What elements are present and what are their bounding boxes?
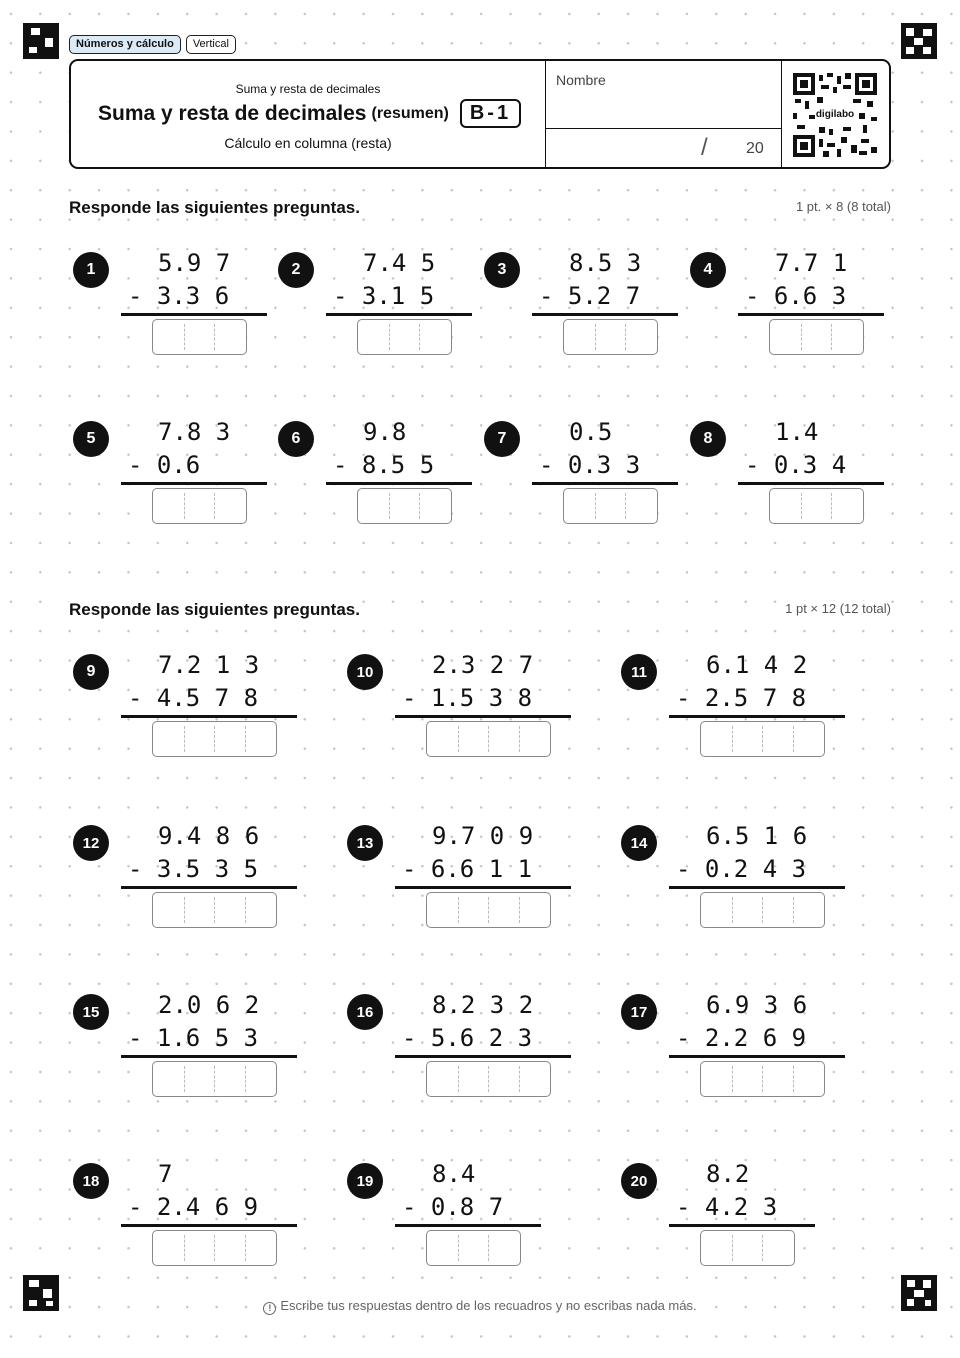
worksheet-title-suffix: (resumen): [371, 104, 449, 122]
minuend: 9.4 8 6: [158, 822, 260, 850]
problem-number-badge: 19: [347, 1163, 383, 1199]
answer-box[interactable]: [563, 319, 658, 355]
minuend: 7.7 1: [775, 249, 848, 277]
problem-number-badge: 16: [347, 994, 383, 1030]
answer-box[interactable]: [769, 488, 864, 524]
minuend: 5.9 7: [158, 249, 231, 277]
subtrahend: - 3.5 3 5: [128, 855, 259, 883]
qr-label: digilabo: [815, 109, 855, 120]
format-tag: Vertical: [186, 35, 236, 54]
worksheet-code-badge: B-1: [460, 99, 521, 128]
answer-box[interactable]: [426, 1061, 551, 1097]
problem-number-badge: 2: [278, 252, 314, 288]
problem-number-badge: 20: [621, 1163, 657, 1199]
sum-line: [738, 313, 884, 316]
minuend: 8.2 3 2: [432, 991, 534, 1019]
subtrahend: - 0.2 4 3: [676, 855, 807, 883]
name-field[interactable]: [546, 61, 782, 129]
worksheet-header: [69, 59, 891, 169]
sum-line: [669, 1055, 845, 1058]
sum-line: [669, 886, 845, 889]
answer-box[interactable]: [152, 1061, 277, 1097]
subtrahend: - 1.6 5 3: [128, 1024, 259, 1052]
answer-box[interactable]: [426, 721, 551, 757]
subtrahend: - 8.5 5: [333, 451, 435, 479]
sum-line: [121, 715, 297, 718]
sum-line: [532, 482, 678, 485]
sum-line: [121, 1055, 297, 1058]
sum-line: [669, 1224, 815, 1227]
worksheet-title: Suma y resta de decimales: [98, 101, 367, 125]
sum-line: [121, 313, 267, 316]
subtrahend: - 6.6 3: [745, 282, 847, 310]
problem-number-badge: 6: [278, 421, 314, 457]
info-icon: !: [263, 1302, 276, 1315]
minuend: 6.1 4 2: [706, 651, 808, 679]
worksheet-subtitle: Suma y resta de decimales: [235, 82, 381, 96]
minuend: 2.0 6 2: [158, 991, 260, 1019]
category-tag: Números y cálculo: [69, 35, 181, 54]
minuend: 0.5: [569, 418, 613, 446]
minuend: 7: [158, 1160, 173, 1188]
problem-number-badge: 4: [690, 252, 726, 288]
answer-box[interactable]: [700, 721, 825, 757]
answer-box[interactable]: [152, 721, 277, 757]
minuend: 9.8: [363, 418, 407, 446]
problem-number-badge: 12: [73, 825, 109, 861]
sum-line: [395, 1224, 541, 1227]
footer-text: Escribe tus respuestas dentro de los recuadros y no escribas nada más.: [280, 1298, 697, 1313]
sum-line: [121, 1224, 297, 1227]
qr-code-icon: [793, 73, 877, 157]
problem-number-badge: 5: [73, 421, 109, 457]
answer-box[interactable]: [152, 488, 247, 524]
minuend: 6.9 3 6: [706, 991, 808, 1019]
sum-line: [121, 482, 267, 485]
minuend: 8.4: [432, 1160, 476, 1188]
answer-box[interactable]: [357, 319, 452, 355]
subtrahend: - 4.5 7 8: [128, 684, 259, 712]
problem-number-badge: 3: [484, 252, 520, 288]
subtrahend: - 2.5 7 8: [676, 684, 807, 712]
minuend: 1.4: [775, 418, 819, 446]
score-total: 20: [746, 140, 764, 157]
subtrahend: - 0.3 4: [745, 451, 847, 479]
minuend: 7.8 3: [158, 418, 231, 446]
problem-number-badge: 18: [73, 1163, 109, 1199]
score-slash: /: [701, 134, 708, 161]
subtrahend: - 1.5 3 8: [402, 684, 533, 712]
subtrahend: - 0.8 7: [402, 1193, 504, 1221]
section-1-points: 1 pt. × 8 (8 total): [795, 199, 891, 214]
sum-line: [395, 715, 571, 718]
problem-number-badge: 17: [621, 994, 657, 1030]
category-tags: [69, 35, 236, 54]
title-block: [71, 61, 546, 167]
subtrahend: - 3.1 5: [333, 282, 435, 310]
problem-number-badge: 8: [690, 421, 726, 457]
sum-line: [326, 482, 472, 485]
title-row: [98, 99, 521, 128]
subtrahend: - 2.2 6 9: [676, 1024, 807, 1052]
minuend: 9.7 0 9: [432, 822, 534, 850]
corner-marker-top-right: [901, 23, 937, 59]
problem-number-badge: 10: [347, 654, 383, 690]
answer-box[interactable]: [152, 892, 277, 928]
answer-box[interactable]: [769, 319, 864, 355]
corner-marker-top-left: [23, 23, 59, 59]
minuend: 7.4 5: [363, 249, 436, 277]
answer-box[interactable]: [700, 1230, 795, 1266]
minuend: 8.2: [706, 1160, 750, 1188]
problem-number-badge: 15: [73, 994, 109, 1030]
answer-box[interactable]: [563, 488, 658, 524]
section-2-points: 1 pt × 12 (12 total): [785, 601, 891, 616]
section-1-title: Responde las siguientes preguntas.: [69, 198, 360, 217]
subtrahend: - 5.2 7: [539, 282, 641, 310]
section-2-title: Responde las siguientes preguntas.: [69, 600, 360, 619]
subtrahend: - 4.2 3: [676, 1193, 778, 1221]
minuend: 6.5 1 6: [706, 822, 808, 850]
problem-number-badge: 9: [73, 654, 109, 690]
subtrahend: - 3.3 6: [128, 282, 230, 310]
sum-line: [326, 313, 472, 316]
sum-line: [395, 886, 571, 889]
answer-box[interactable]: [700, 1061, 825, 1097]
sum-line: [121, 886, 297, 889]
worksheet-caption: Cálculo en columna (resta): [224, 135, 392, 151]
score-field[interactable]: [546, 129, 782, 167]
sum-line: [395, 1055, 571, 1058]
subtrahend: - 0.6: [128, 451, 201, 479]
answer-box[interactable]: [357, 488, 452, 524]
answer-box[interactable]: [700, 892, 825, 928]
problem-number-badge: 13: [347, 825, 383, 861]
minuend: 8.5 3: [569, 249, 642, 277]
subtrahend: - 6.6 1 1: [402, 855, 533, 883]
footer-note: [0, 1298, 960, 1315]
name-label: Nombre: [556, 72, 606, 88]
subtrahend: - 2.4 6 9: [128, 1193, 259, 1221]
answer-box[interactable]: [426, 892, 551, 928]
answer-box[interactable]: [152, 1230, 277, 1266]
sum-line: [532, 313, 678, 316]
problem-number-badge: 1: [73, 252, 109, 288]
answer-box[interactable]: [152, 319, 247, 355]
subtrahend: - 5.6 2 3: [402, 1024, 533, 1052]
subtrahend: - 0.3 3: [539, 451, 641, 479]
problem-number-badge: 11: [621, 654, 657, 690]
minuend: 7.2 1 3: [158, 651, 260, 679]
problem-number-badge: 7: [484, 421, 520, 457]
minuend: 2.3 2 7: [432, 651, 534, 679]
answer-box[interactable]: [426, 1230, 521, 1266]
sum-line: [738, 482, 884, 485]
problem-number-badge: 14: [621, 825, 657, 861]
sum-line: [669, 715, 845, 718]
